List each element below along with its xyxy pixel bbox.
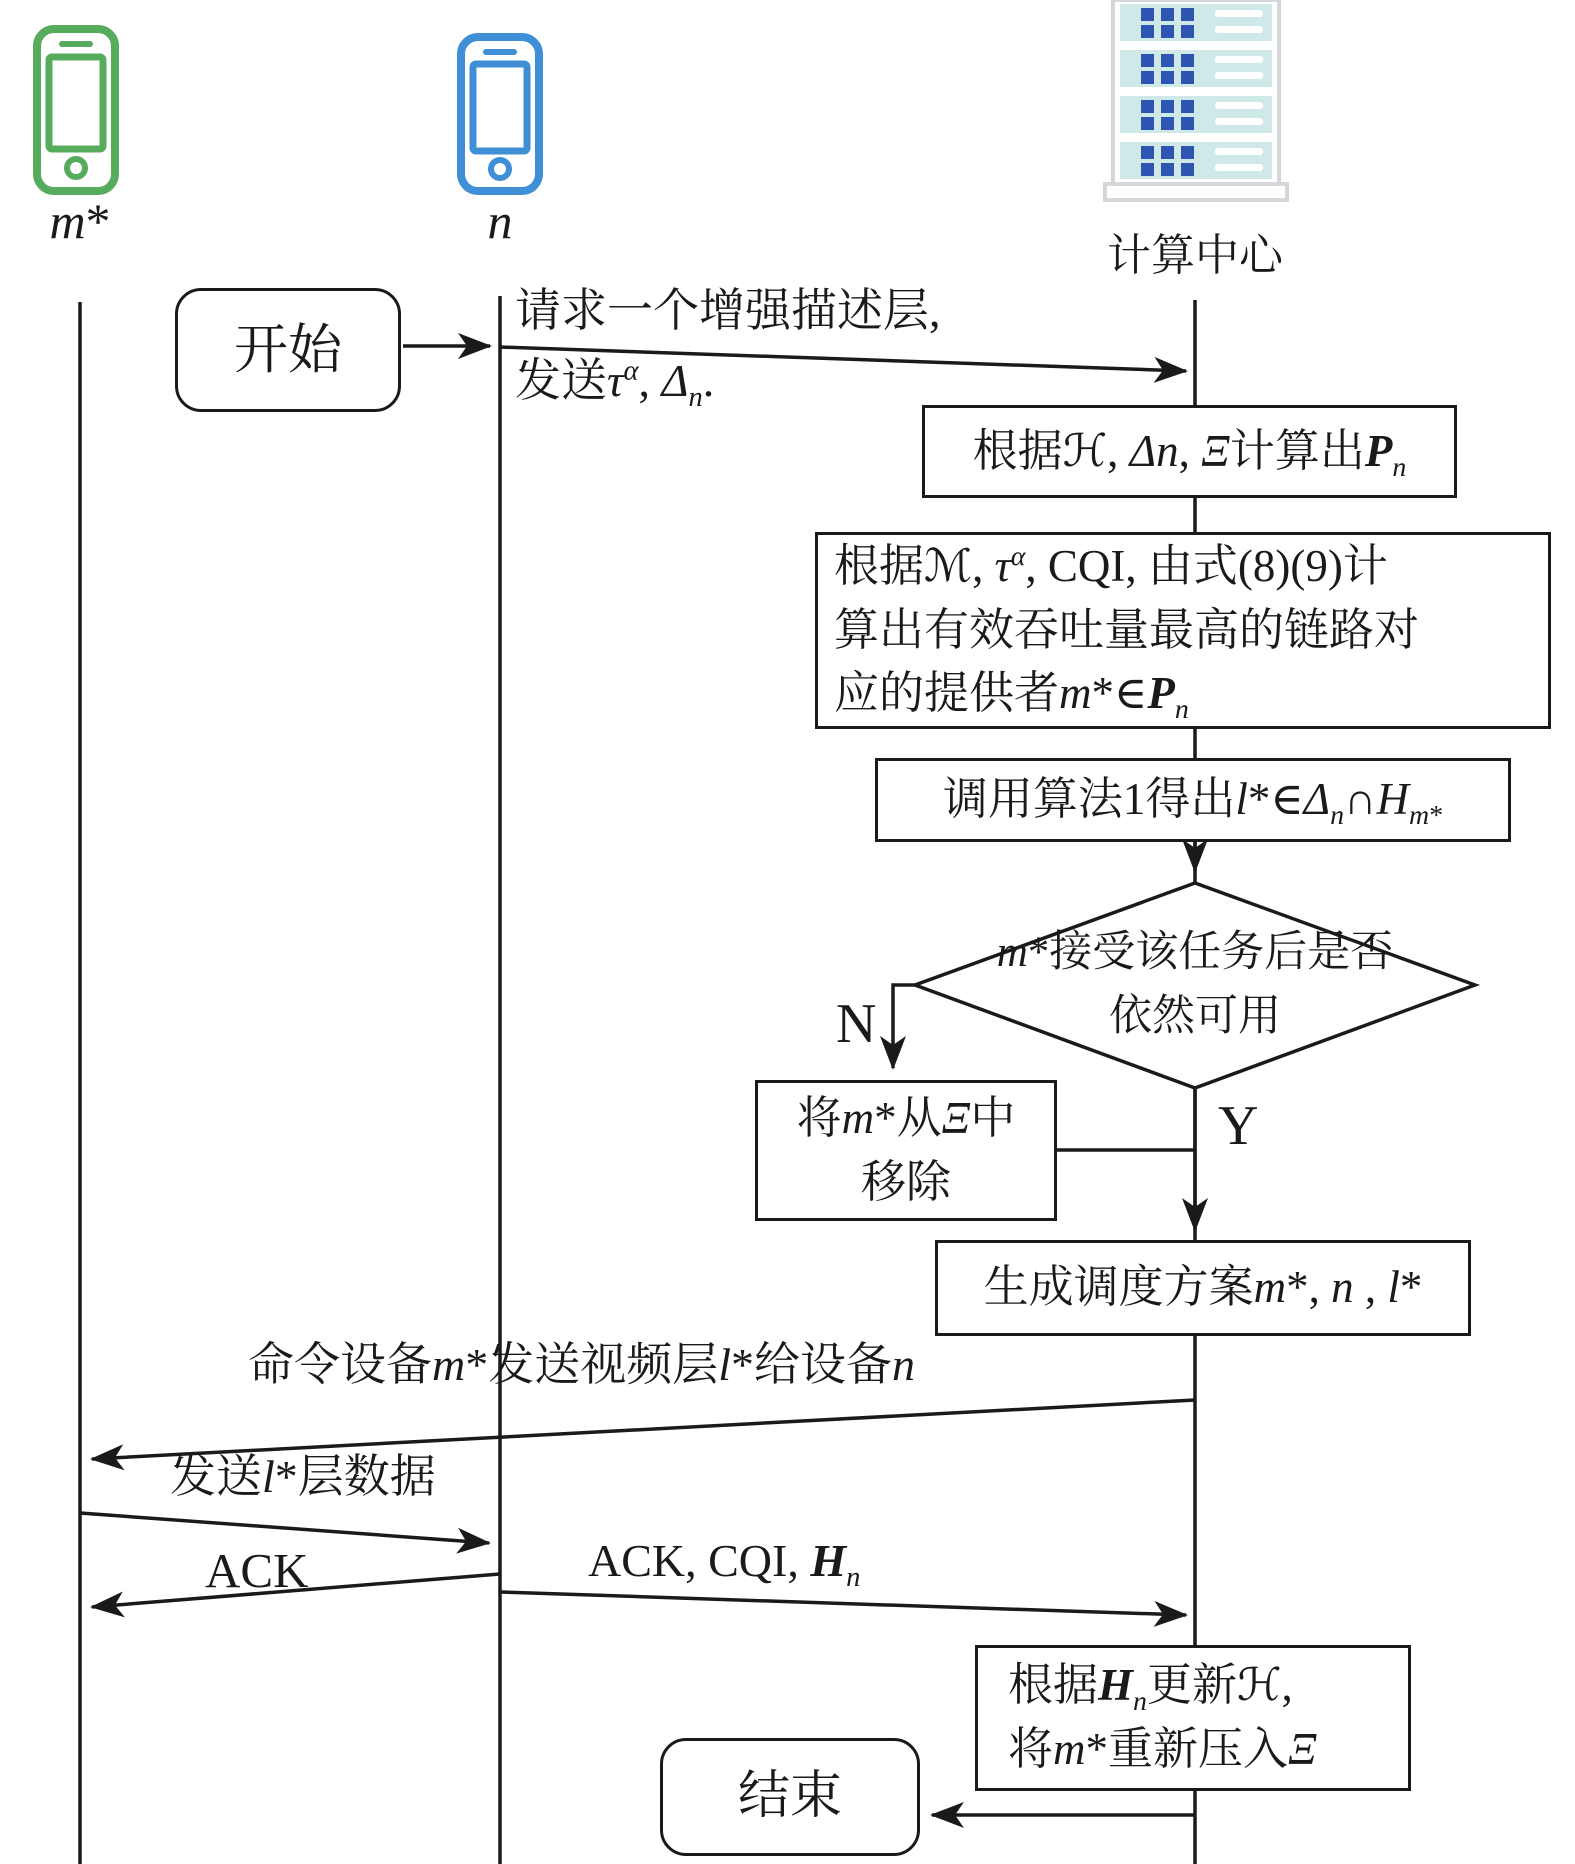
process-generate-schedule-label: 生成调度方案m*, n , l*	[983, 1262, 1423, 1313]
decision-label-line1: m*接受该任务后是否	[996, 928, 1394, 976]
actor-label-n: n	[487, 193, 513, 249]
message-request-line1: 请求一个增强描述层,	[515, 285, 941, 336]
branch-label-yes: Y	[1218, 1095, 1259, 1157]
server-rack-icon	[1103, 0, 1289, 202]
end-node	[660, 1738, 920, 1856]
smartphone-blue-icon	[456, 32, 544, 196]
message-request-line2: 发送$\tau^\alpha$, $\Delta_n$.	[515, 355, 715, 414]
actor-label-m-star: m*	[49, 193, 111, 249]
start-label: 开始	[234, 319, 342, 380]
process-update-h	[975, 1645, 1411, 1791]
message-ack: ACK	[205, 1543, 309, 1598]
process-compute-provider-line1: 根据ℳ, $\tau^\alpha$, CQI, 由式(8)(9)计	[834, 540, 1388, 591]
decision-label	[965, 920, 1425, 1050]
actor-label-computing-center: 计算中心	[1107, 231, 1283, 280]
decision-label-line2: 依然可用	[1109, 993, 1281, 1040]
process-compute-pn	[922, 405, 1457, 498]
arrow-send-layer-m-to-n	[80, 1513, 489, 1543]
process-compute-provider	[815, 532, 1551, 729]
process-remove-from-xi	[755, 1080, 1057, 1221]
process-remove-line2: 移除	[860, 1156, 951, 1207]
process-compute-pn-label: 根据ℋ, Δn, Ξ计算出$P_n$	[972, 425, 1407, 483]
arrow-no-branch	[893, 985, 920, 1068]
process-compute-provider-line3: 应的提供者$m*\in P_n$	[834, 668, 1189, 726]
process-compute-provider-line2: 算出有效吞吐量最高的链路对	[834, 604, 1420, 655]
message-ack-cqi: ACK, CQI, $H_n$	[588, 1535, 861, 1594]
branch-label-no: N	[836, 993, 877, 1055]
message-command: 命令设备m*发送视频层l*给设备n	[248, 1339, 916, 1390]
end-label: 结束	[737, 1768, 842, 1826]
arrow-ack-cqi-n-to-center	[500, 1592, 1186, 1615]
process-update-h-line2: 将m*重新压入Ξ	[1008, 1724, 1317, 1774]
process-algorithm1-label: 调用算法1得出$l*\in\Delta_n\cap H_{m*}$	[942, 774, 1444, 832]
smartphone-green-icon	[32, 24, 120, 196]
process-generate-schedule	[935, 1240, 1471, 1336]
process-algorithm1	[875, 758, 1511, 842]
start-node	[175, 288, 401, 412]
message-send-layer: 发送l*层数据	[170, 1451, 436, 1502]
process-update-h-line1: 根据$H_n$更新ℋ,	[1008, 1660, 1293, 1718]
process-remove-line1: 将m*从Ξ中	[796, 1092, 1016, 1143]
